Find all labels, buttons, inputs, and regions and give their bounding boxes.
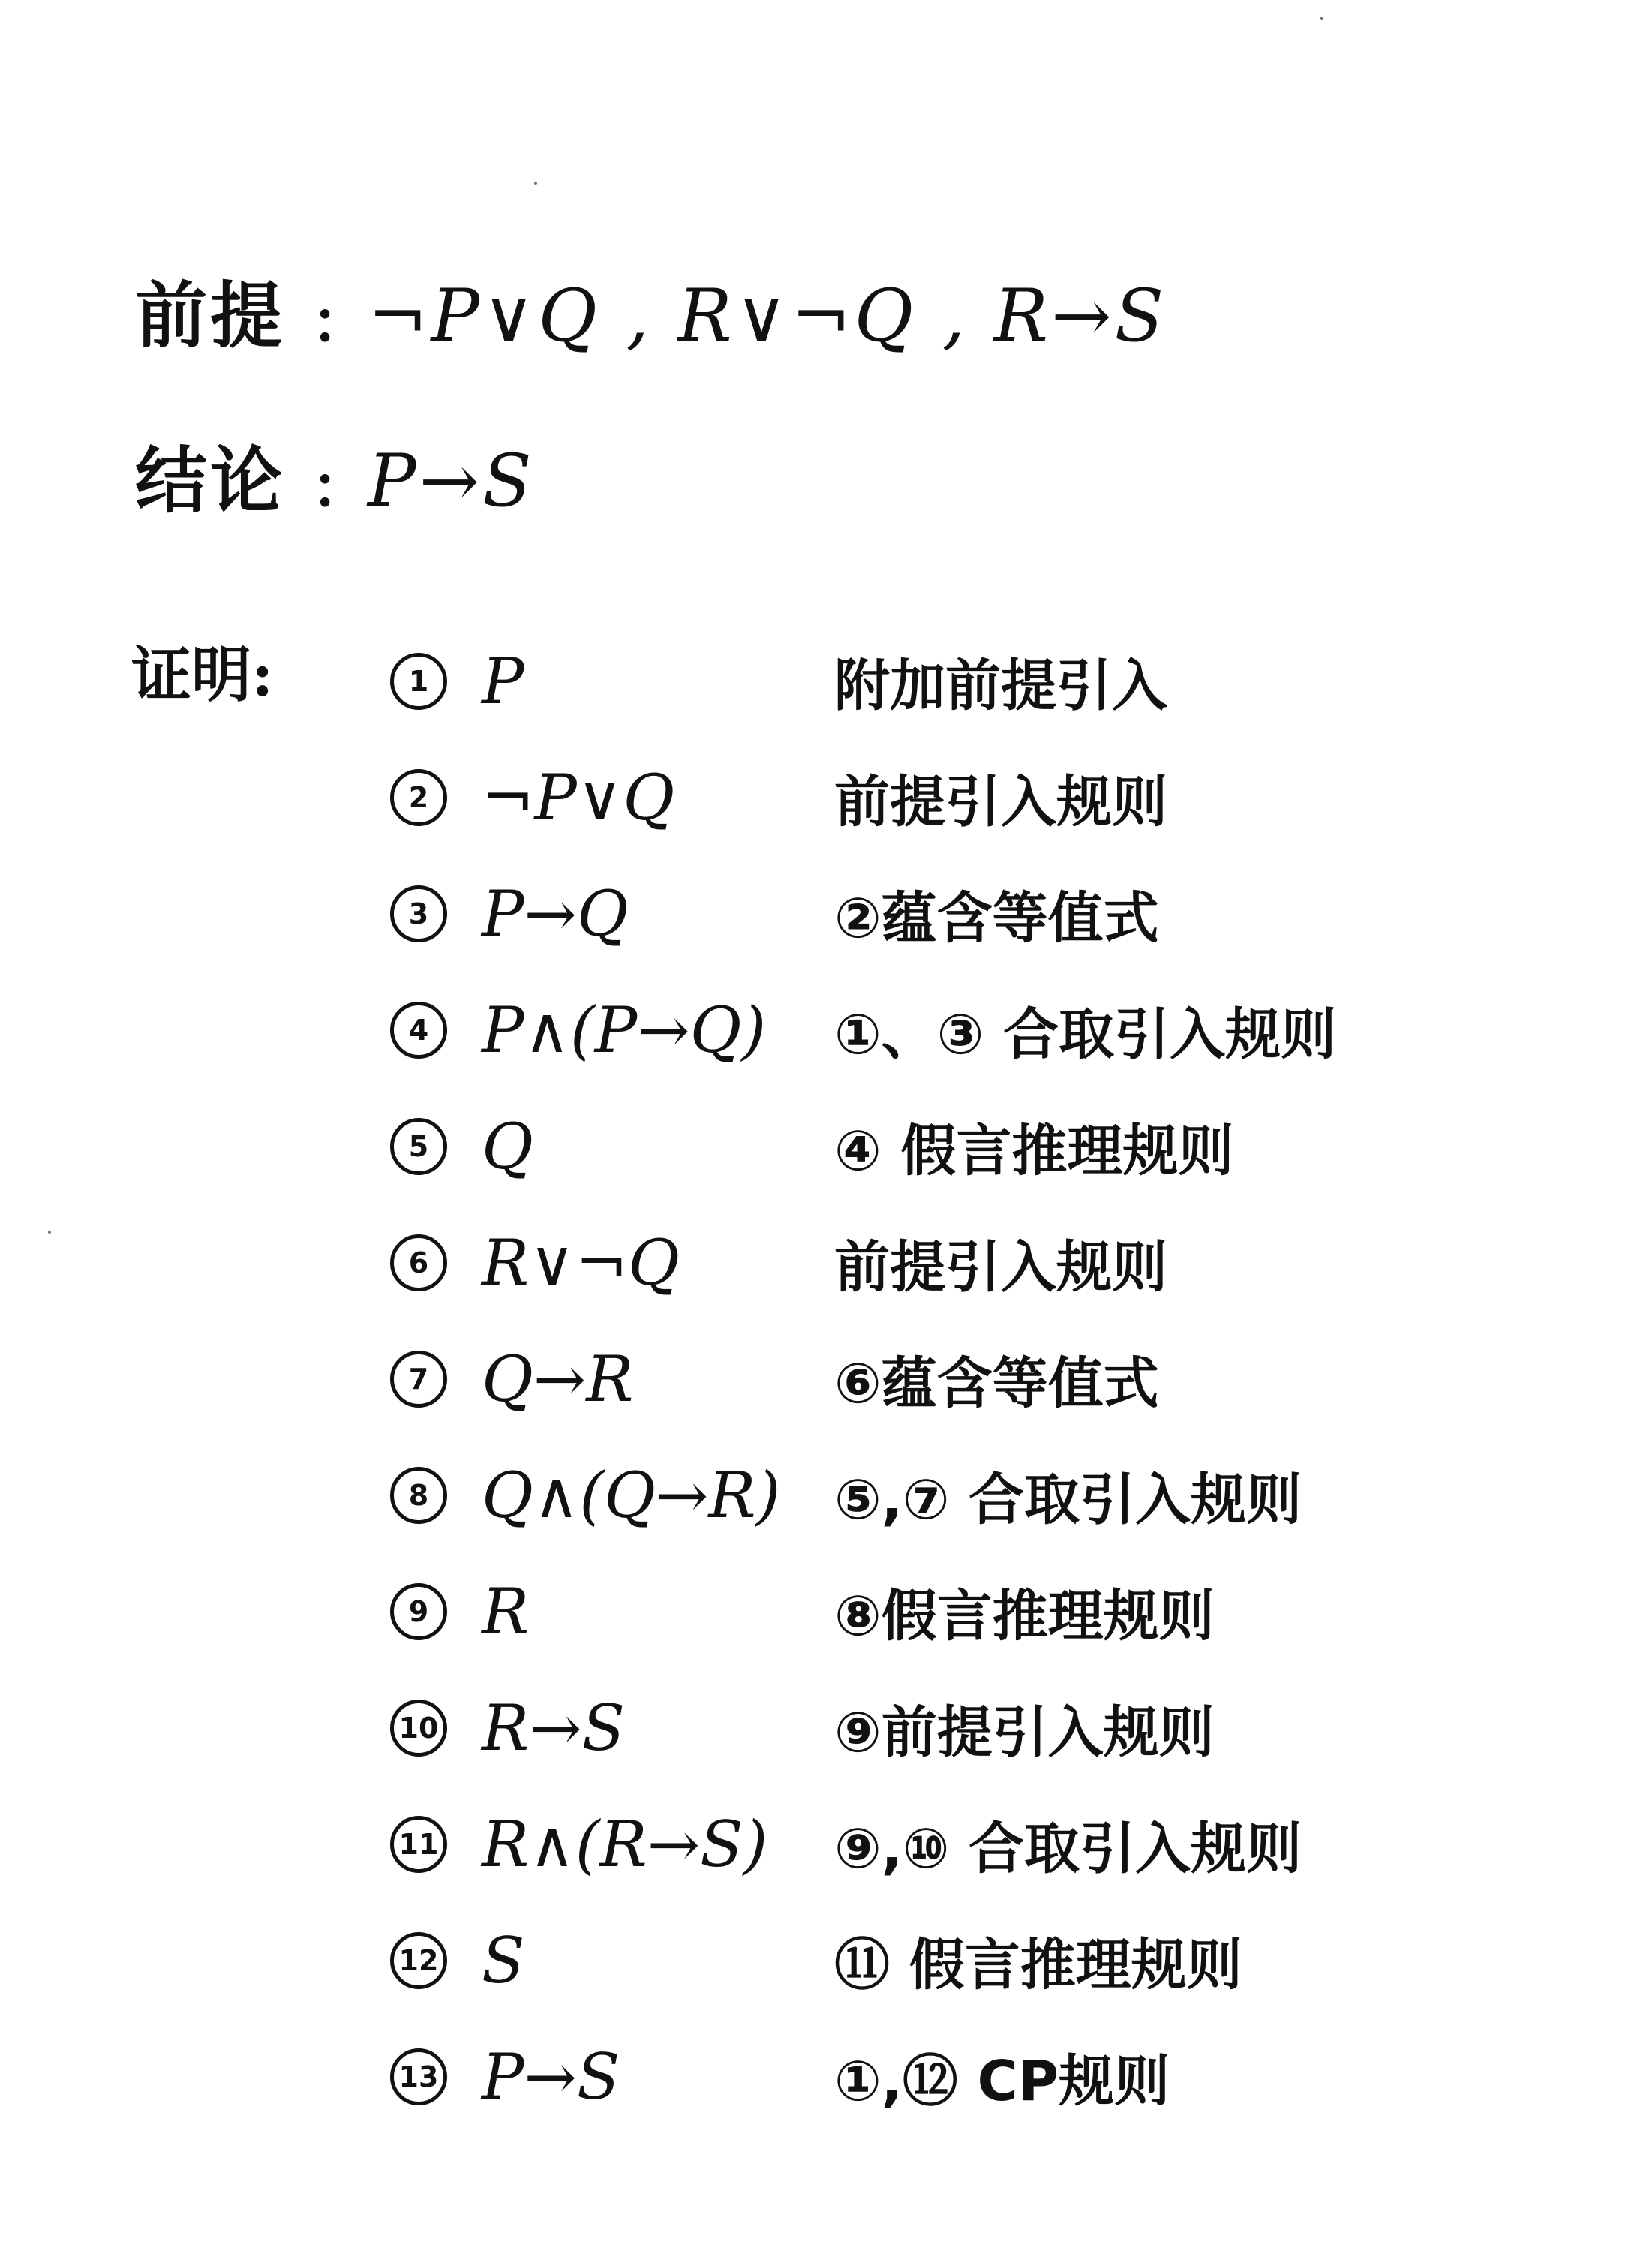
step-reason: ②蕴含等值式: [834, 885, 1159, 951]
step-formula: R: [482, 1574, 530, 1648]
premises-line: [135, 259, 1167, 362]
step-reason: 前提引入规则: [834, 769, 1167, 834]
step-formula: R∨¬Q: [482, 1225, 680, 1300]
proof-step: [390, 1553, 1605, 1669]
step-reason: ①,⑫ CP规则: [834, 2048, 1170, 2114]
step-formula: P∧(P→Q): [482, 993, 767, 1067]
step-number: 4: [390, 1002, 447, 1059]
step-number: 2: [390, 769, 447, 826]
step-formula: Q→R: [482, 1342, 634, 1416]
step-formula: R∧(R→S): [482, 1807, 768, 1881]
step-formula: S: [482, 1923, 525, 1997]
step-reason: ①、③ 合取引入规则: [834, 1002, 1337, 1067]
proof-step: [390, 1088, 1605, 1204]
step-reason: ④ 假言推理规则: [834, 1118, 1234, 1183]
step-number: 12: [390, 1932, 447, 1989]
step-reason: ⑥蕴含等值式: [834, 1351, 1159, 1416]
step-formula: ¬P∨Q: [482, 760, 675, 834]
proof-steps: [390, 623, 1605, 2135]
step-formula: P: [482, 644, 524, 718]
conclusion-colon: :: [312, 439, 341, 523]
premises-colon: :: [312, 274, 341, 358]
conclusion-line: [135, 424, 535, 527]
proof-step: [390, 972, 1605, 1088]
proof-step: [390, 623, 1605, 739]
proof-step: [390, 1204, 1605, 1321]
proof-step: [390, 855, 1605, 972]
step-formula: Q∧(Q→R): [482, 1458, 781, 1532]
step-number: 5: [390, 1118, 447, 1175]
ink-speck: [1320, 17, 1323, 20]
proof-step: [390, 739, 1605, 855]
step-number: 7: [390, 1351, 447, 1408]
step-number: 3: [390, 885, 447, 942]
proof-step: [390, 1321, 1605, 1437]
ink-speck: [534, 182, 537, 185]
step-number: 9: [390, 1583, 447, 1640]
step-formula: Q: [482, 1109, 533, 1183]
proof-step: [390, 1669, 1605, 1786]
step-number: 10: [390, 1700, 447, 1757]
proof-step: [390, 1786, 1605, 1902]
step-number: 6: [390, 1234, 447, 1291]
step-reason: ⑨,⑩ 合取引入规则: [834, 1816, 1302, 1881]
premises-formulas: ¬P∨Q , R∨¬Q , R→S: [368, 274, 1167, 358]
conclusion-formula: P→S: [368, 439, 535, 523]
step-reason: ⑧假言推理规则: [834, 1583, 1215, 1648]
step-number: 8: [390, 1467, 447, 1524]
proof-step: [390, 2018, 1605, 2135]
conclusion-label: 结论: [135, 438, 285, 523]
step-number: 1: [390, 653, 447, 710]
proof-label: 证明:: [131, 639, 274, 710]
step-formula: P→Q: [482, 876, 629, 951]
step-formula: P→S: [482, 2039, 620, 2114]
step-reason: ⑨前提引入规则: [834, 1700, 1215, 1765]
step-reason: 前提引入规则: [834, 1234, 1167, 1300]
step-reason: 附加前提引入: [834, 653, 1167, 718]
proof-step: [390, 1902, 1605, 2018]
ink-speck: [48, 1231, 51, 1234]
premises-label: 前提: [135, 273, 285, 358]
step-reason: ⑤,⑦ 合取引入规则: [834, 1467, 1302, 1532]
step-number: 13: [390, 2048, 447, 2105]
step-number: 11: [390, 1816, 447, 1873]
step-reason: ⑪ 假言推理规则: [834, 1932, 1242, 1997]
proof-step: [390, 1437, 1605, 1553]
step-formula: R→S: [482, 1691, 626, 1765]
